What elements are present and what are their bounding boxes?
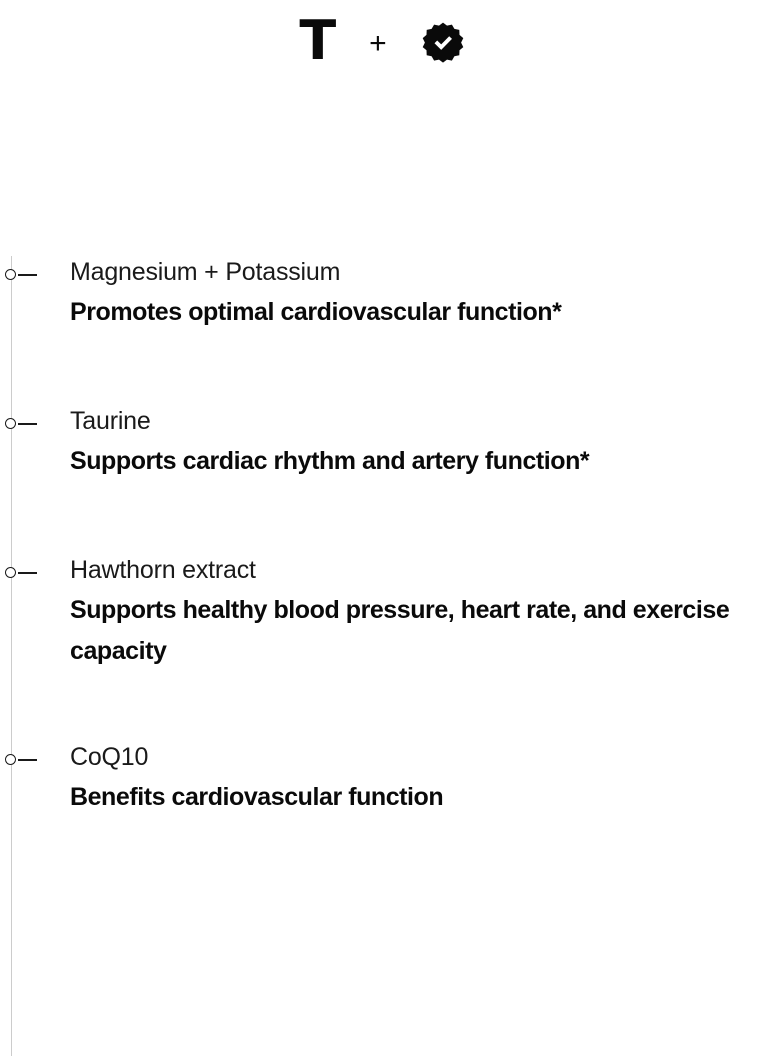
ingredient-name: Taurine [70, 407, 151, 435]
list-item [0, 741, 764, 818]
timeline-marker-icon [0, 417, 46, 431]
ingredient-benefit: Supports healthy blood pressure, heart rate, and exercise capacity [70, 596, 730, 665]
ingredient-benefit: Supports cardiac rhythm and artery function* [70, 447, 590, 475]
timeline-marker-icon [0, 268, 46, 282]
timeline-marker-icon [0, 566, 46, 580]
ingredient-benefit: Promotes optimal cardiovascular function* [70, 298, 562, 326]
plus-icon: + [369, 27, 387, 60]
ingredient-benefit: Benefits cardiovascular function [70, 783, 444, 811]
timeline-marker-icon [0, 753, 46, 767]
ingredient-name: Hawthorn extract [70, 556, 256, 584]
ingredient-name: Magnesium + Potassium [70, 258, 341, 286]
brand-logo-icon: T [299, 9, 336, 72]
list-item [0, 256, 764, 333]
brand-header [0, 0, 764, 86]
ingredient-list [0, 256, 764, 818]
list-item [0, 554, 764, 672]
ingredient-timeline [0, 256, 764, 1056]
check-badge-icon [421, 21, 465, 65]
ingredient-name: CoQ10 [70, 743, 149, 771]
list-item [0, 405, 764, 482]
